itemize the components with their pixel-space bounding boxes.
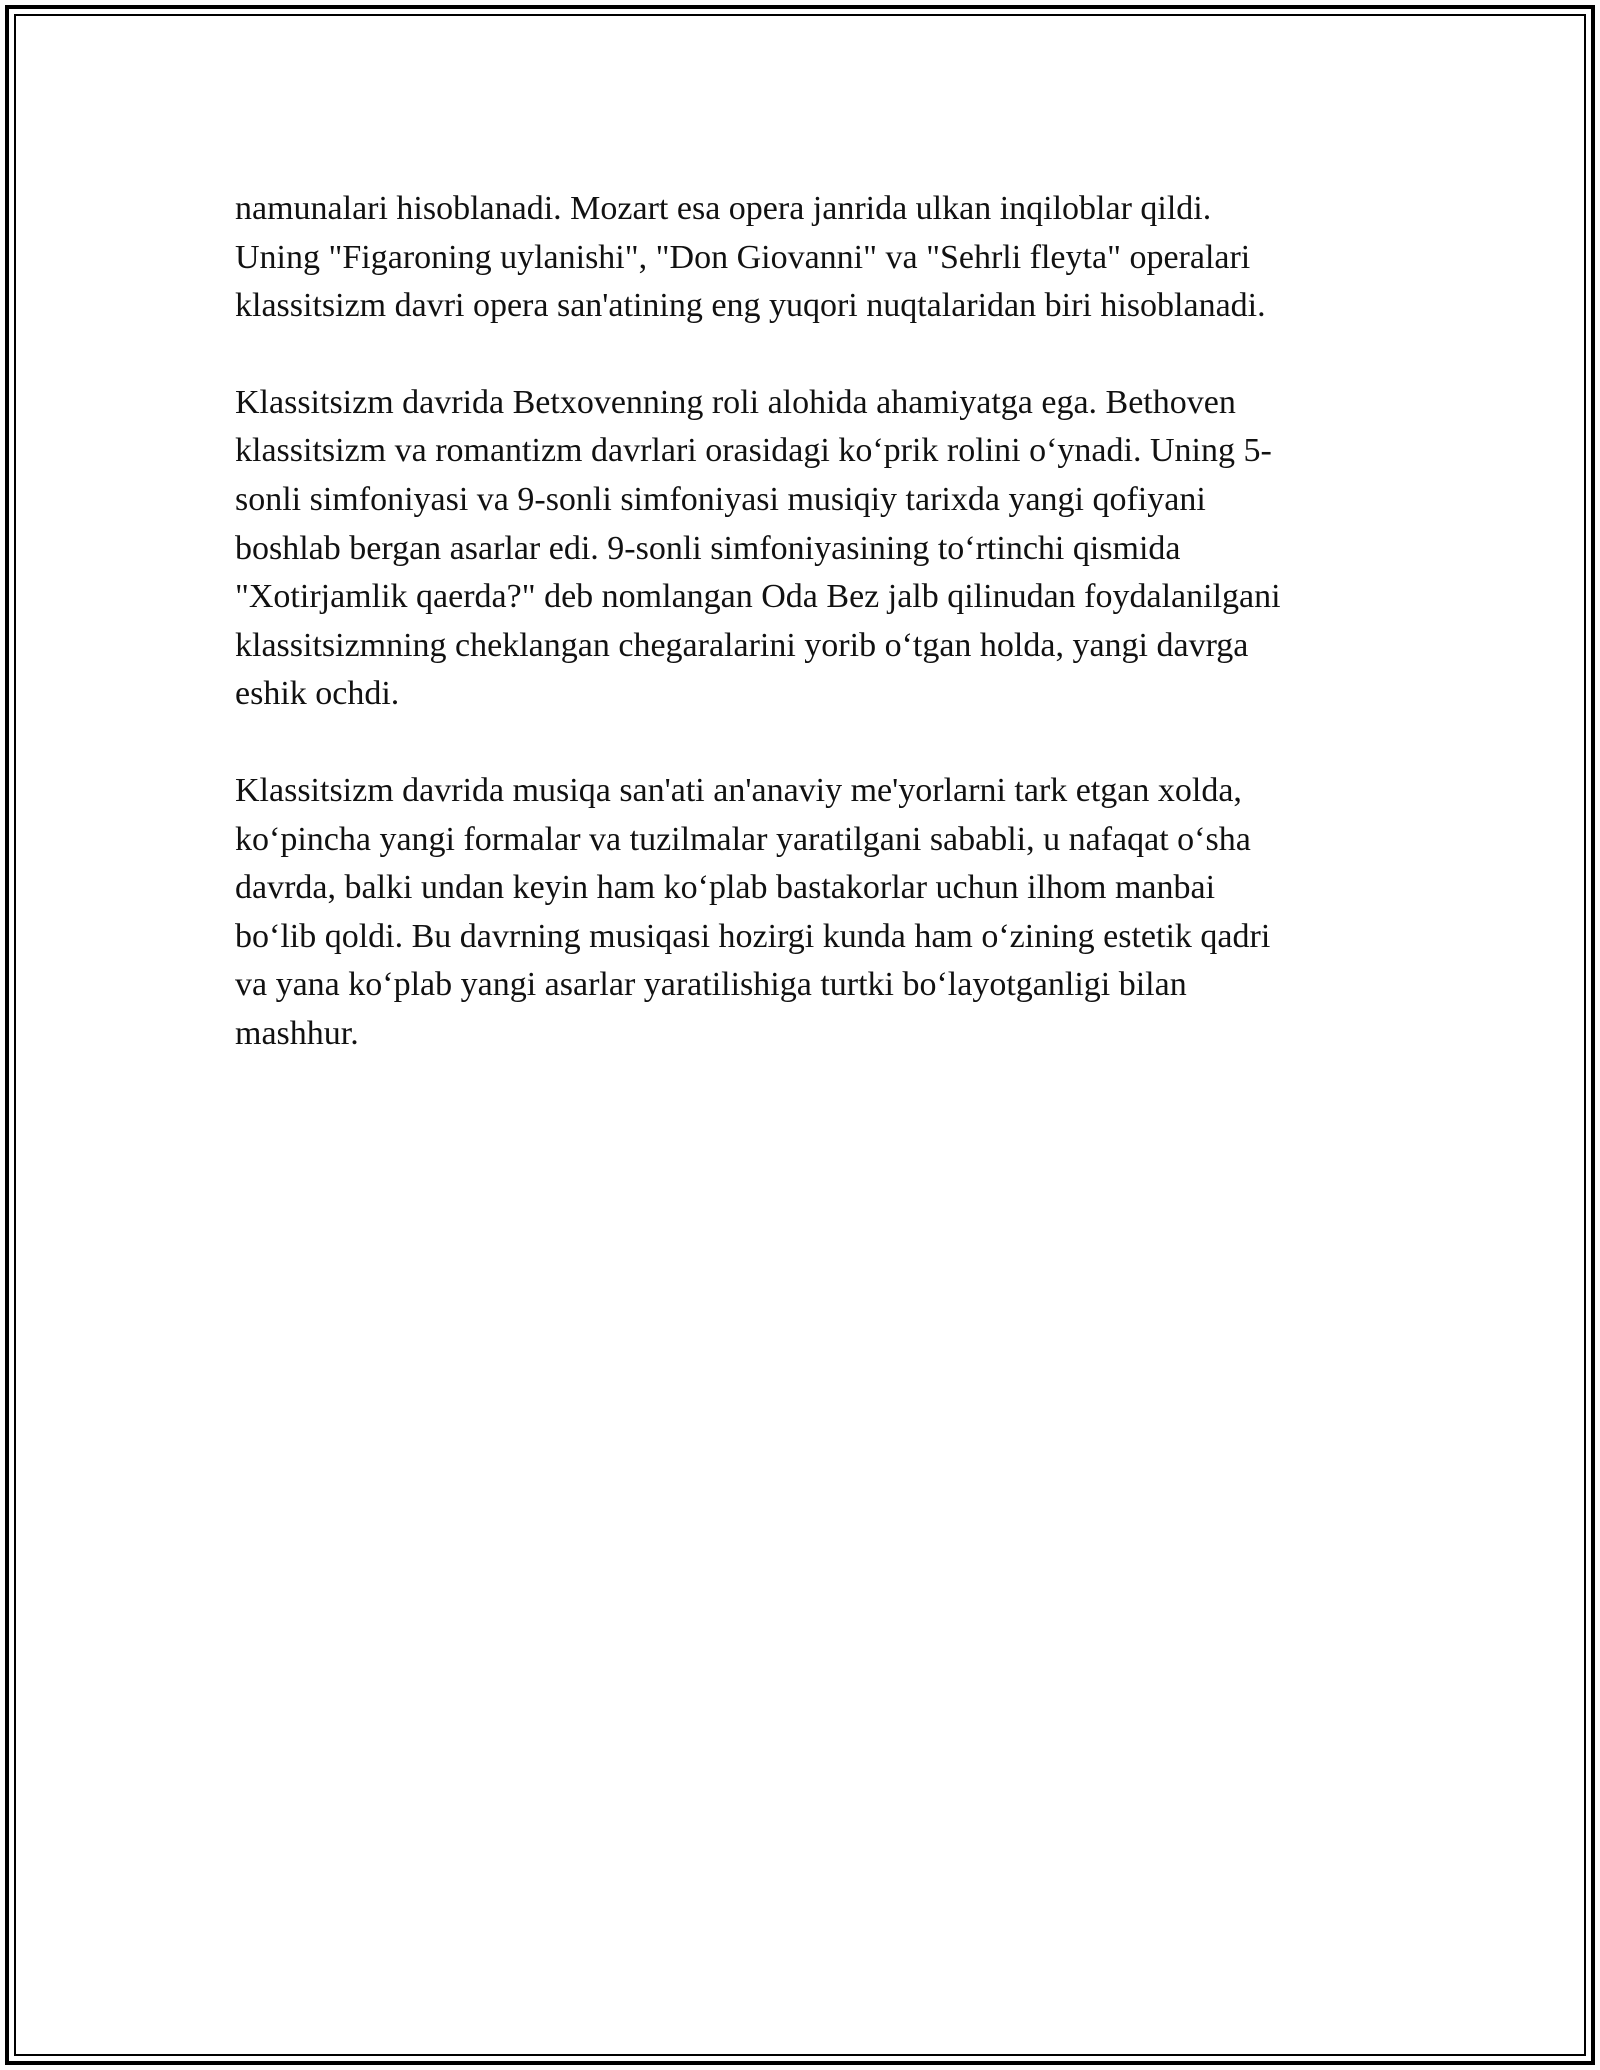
paragraph-classicism-legacy: Klassitsizm davrida musiqa san'ati an'anaviy me'yorlarni tark etgan xolda, ko‘pincha yangi formalar va tuzilmalar yaratilgani sababli, u nafaqat o‘sha davrda, balki undan keyin ham ko‘plab bastakorlar uchun ilhom manbai bo‘lib qoldi. Bu davrning musiqasi hozirgi kunda ham o‘zining estetik qadri va yana ko‘plab yangi asarlar yaratilishiga turtki bo‘layotganligi bilan mashhur. bbox=[235, 771, 1271, 1052]
paragraph-mozart-operas: namunalari hisoblanadi. Mozart esa opera janrida ulkan inqiloblar qildi. Uning "Figaroning uylanishi", "Don Giovanni" va "Sehrli fleyta" operalari klassitsizm davri opera san'atining eng yuqori nuqtalaridan biri hisoblanadi. bbox=[235, 190, 1266, 325]
paragraph-beethoven-role: Klassitsizm davrida Betxovenning roli alohida ahamiyatga ega. Bethoven klassitsizm va romantizm davrlari orasidagi ko‘prik rolini o‘ynadi. Uning 5- sonli simfoniyasi va 9-sonli simfoniyasi musiqiy tarixda yangi qofiyani boshlab bergan asarlar edi. 9-sonli simfoniyasining to‘rtinchi qismida "Xotirjamlik qaerda?" deb nomlangan Oda Bez jalb qilinudan foydalanilgani klassitsizmning cheklangan chegaralarini yorib o‘tgan holda, yangi davrga eshik ochdi. bbox=[235, 383, 1281, 713]
document-body bbox=[235, 185, 1385, 1107]
